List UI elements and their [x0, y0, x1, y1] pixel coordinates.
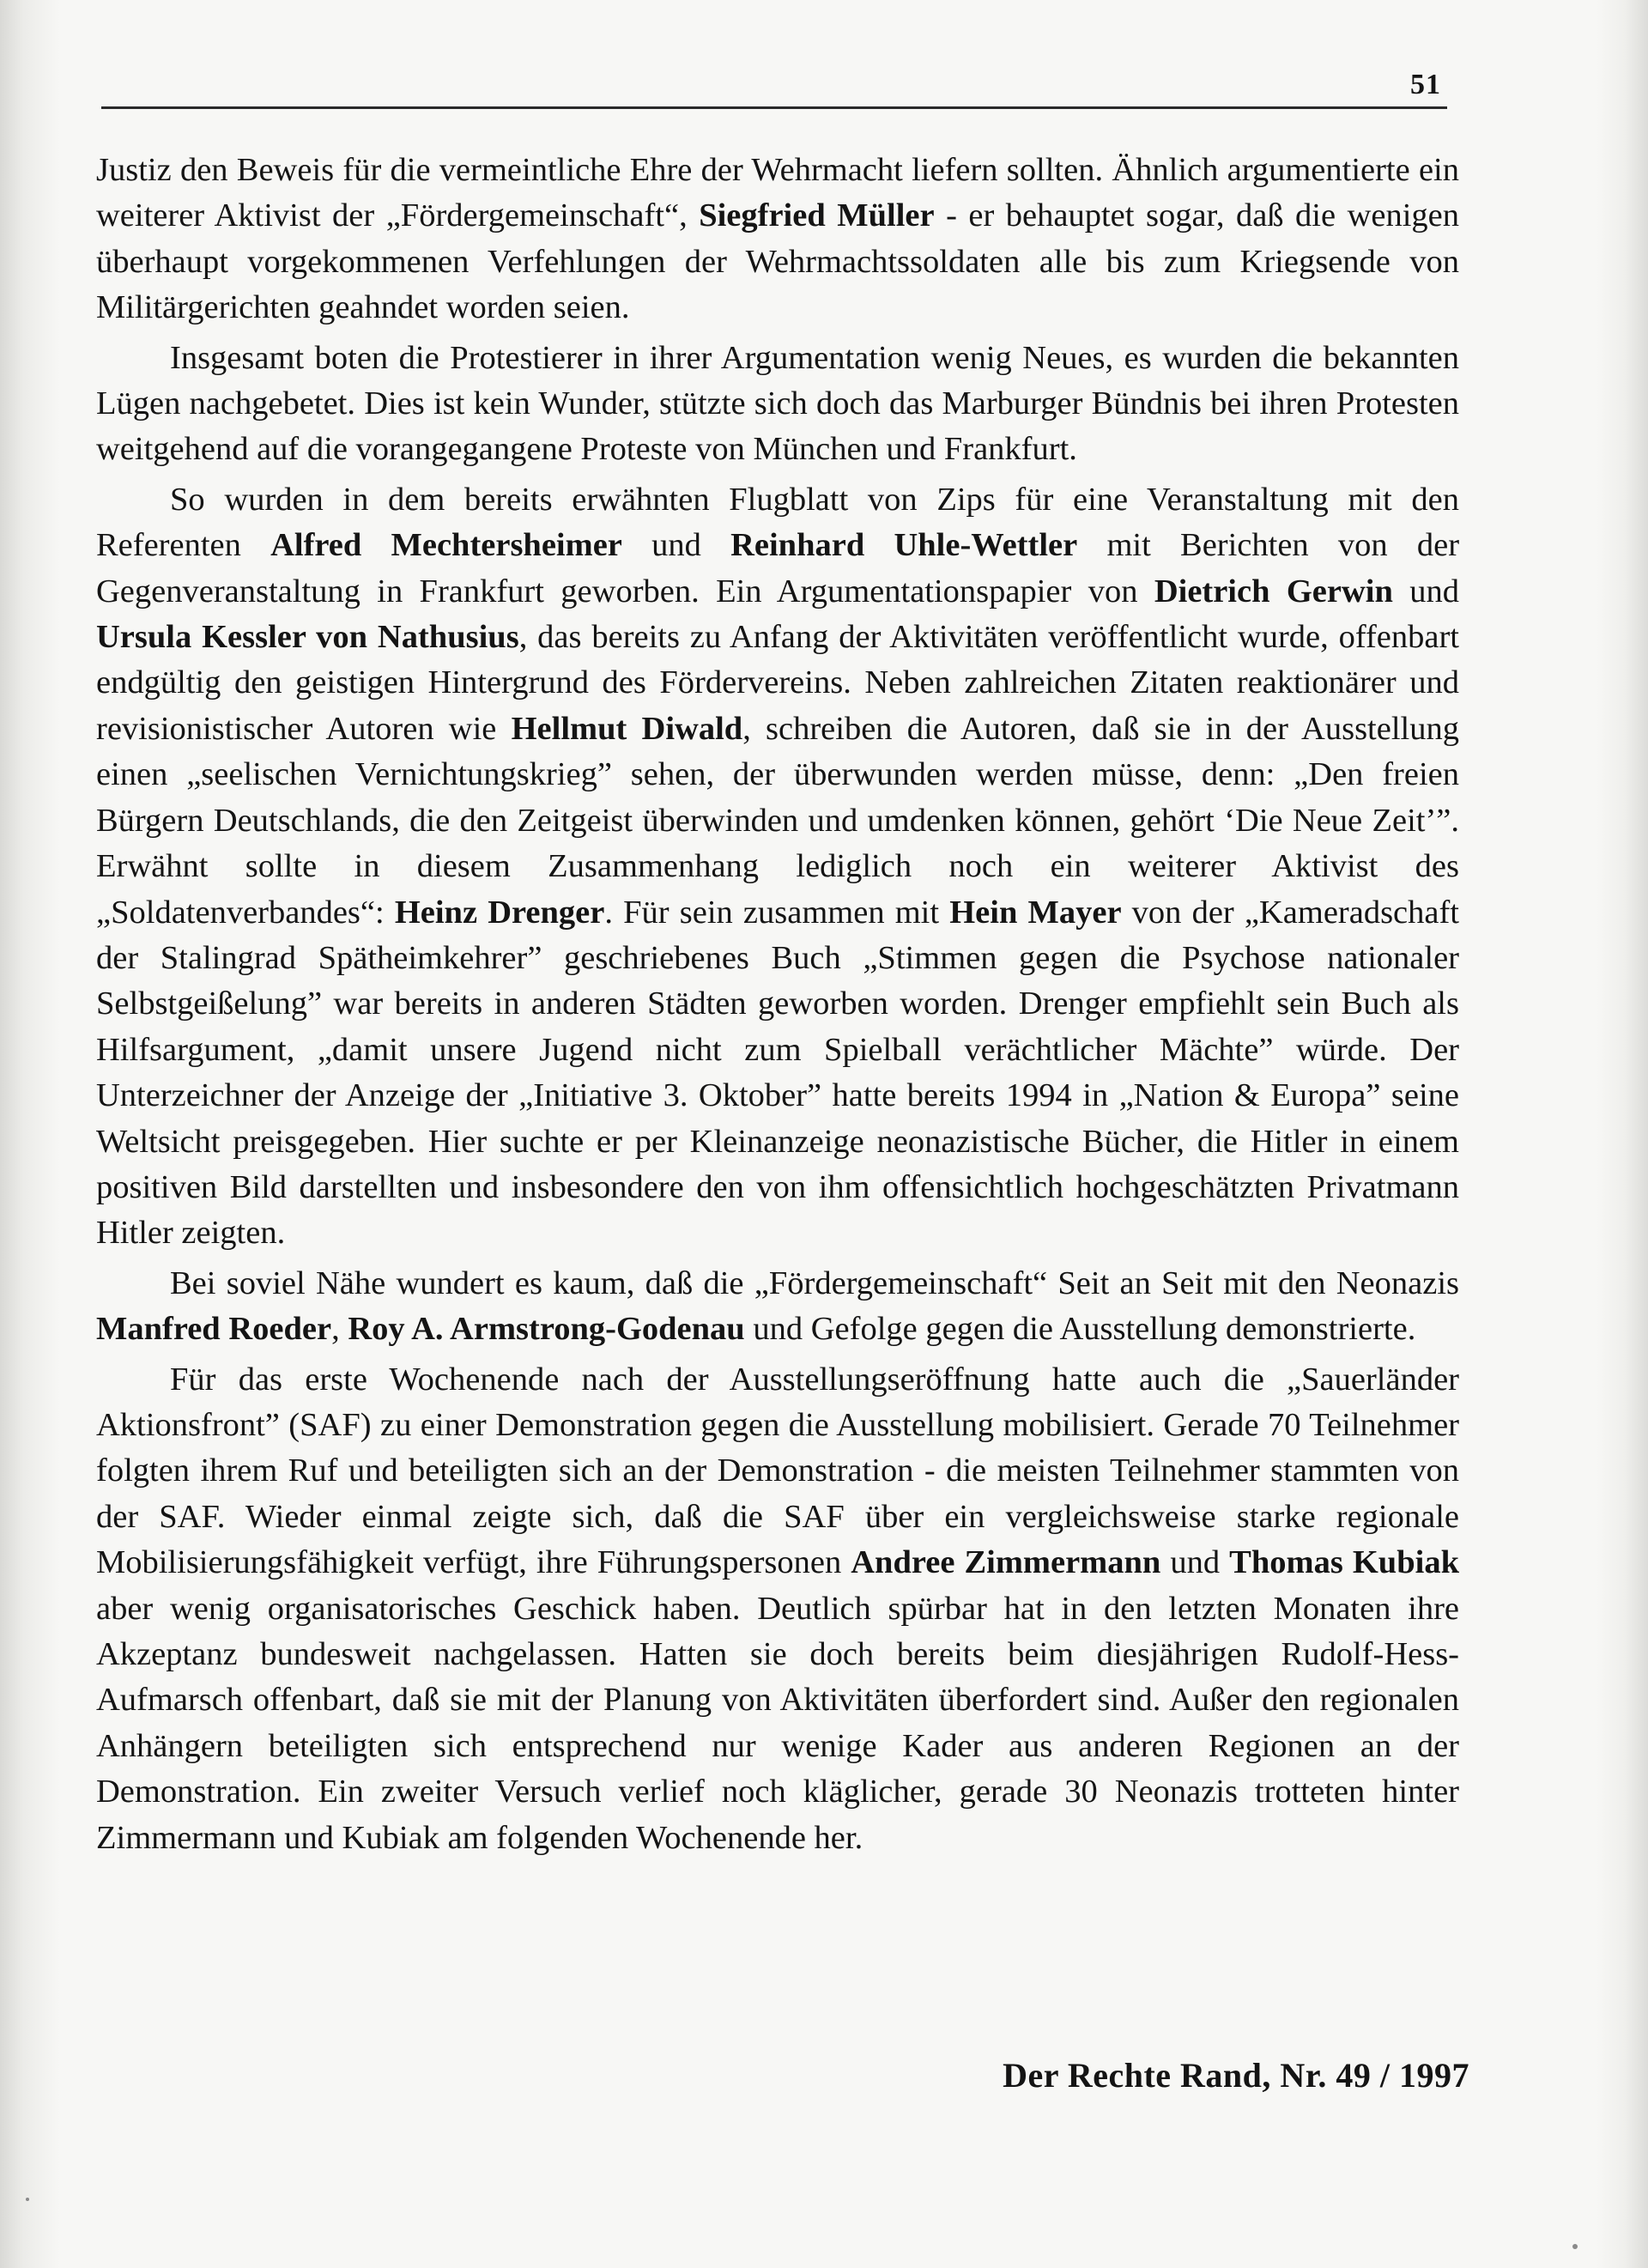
person-name: Heinz Drenger [394, 894, 605, 931]
person-name: Manfred Roeder [96, 1311, 332, 1348]
person-name: Andree Zimmermann [851, 1544, 1161, 1581]
paragraph [96, 477, 1459, 1257]
text-run: von der „Kameradschaft der Stalingrad Spätheimkehrer” geschriebenes Buch „Stimmen gegen die Psychose nationaler Selbstgeißelung” war bereits in anderen Städten geworben worden. Drenger empfiehlt sein Buch als Hilfsargument, „damit unsere Jugend nicht zum Spielball verächtlicher Mächte” würde. Der Unterzeichner der Anzeige der „Initiative 3. Oktober” hatte bereits 1994 in „Nation & Europa” seine Weltsicht preisgegeben. Hier suchte er per Kleinanzeige neonazistische Bücher, die Hitler in einem positiven Bild darstellten und insbesondere den von ihm offensichtlich hochgeschätzten Privatmann Hitler zeigten. [96, 894, 1459, 1252]
article-body [96, 148, 1459, 1865]
paragraph [96, 148, 1459, 331]
text-run: . Für sein zusammen mit [604, 894, 950, 931]
scan-edge-left [0, 0, 60, 2268]
text-run: mit Berichten von der Gegenveranstaltung in Frankfurt geworben. Ein Argumentationspapier von [96, 527, 1460, 609]
text-run: Justiz den Beweis für die vermeintliche Ehre der Wehrmacht liefern sollten. Ähnlich argumentierte ein weiterer Aktivist der „Fördergemeinschaft“, [96, 152, 1459, 234]
person-name: Hellmut Diwald [511, 710, 743, 747]
person-name: Siegfried Müller [699, 197, 935, 234]
scan-speck [26, 2198, 29, 2201]
person-name: Dietrich Gerwin [1154, 573, 1393, 609]
page-number: 51 [1410, 69, 1441, 100]
header-rule [101, 106, 1447, 109]
person-name: Alfred Mechtersheimer [270, 527, 622, 564]
person-name: Hein Mayer [949, 894, 1122, 931]
person-name: Thomas Kubiak [1229, 1544, 1459, 1581]
text-run: So wurden in dem bereits erwähnten Flugblatt von Zips für eine Veranstaltung mit den Referenten [96, 481, 1459, 564]
text-run: aber wenig organisatorisches Geschick haben. Deutlich spürbar hat in den letzten Monaten ihre Akzeptanz bundesweit nachgelassen. Hatten sie doch bereits beim diesjährigen Rudolf-Hess-Aufmarsch offenbart, daß sie mit der Planung von Aktivitäten überfordert sind. Außer den regionalen Anhängern beteiligten sich entsprechend nur wenige Kader aus anderen Regionen an der Demonstration. Ein zweiter Versuch verlief noch kläglicher, gerade 30 Neonazis trotteten hinter Zimmermann und Kubiak am folgenden Wochenende her. [96, 1590, 1459, 1856]
source-citation: Der Rechte Rand, Nr. 49 / 1997 [1003, 2056, 1469, 2095]
scan-speck [1572, 2244, 1578, 2249]
text-run: und [1392, 573, 1460, 609]
person-name: Ursula Kessler von Nathusius [96, 619, 519, 656]
scan-edge-right [1596, 0, 1648, 2268]
person-name: Roy A. Armstrong-Godenau [348, 1311, 745, 1348]
text-run: , das bereits zu Anfang der Aktivitäten veröffentlicht wurde, offenbart endgültig den geistigen Hintergrund des Fördervereins. Neben zahlreichen Zitaten reaktionärer und revisionistischer Autoren wie [96, 619, 1459, 747]
text-run: und [1160, 1544, 1230, 1581]
text-run: , schreiben die Autoren, daß sie in der Ausstellung einen „seelischen Vernichtungskrieg” sehen, der überwunden werden müsse, denn: „Den freien Bürgern Deutschlands, die den Zeitgeist überwinden und umdenken können, gehört ‘Die Neue Zeit’”. Erwähnt sollte in diesem Zusammenhang lediglich noch ein weiterer Aktivist des „Soldatenverbandes“: [96, 710, 1459, 931]
text-run: und [621, 527, 731, 564]
text-run: , [331, 1311, 348, 1348]
person-name: Reinhard Uhle-Wettler [730, 527, 1078, 564]
text-run: Insgesamt boten die Protestierer in ihrer Argumentation wenig Neues, es wurden die bekannten Lügen nachgebetet. Dies ist kein Wunder, stützte sich doch das Marburger Bündnis bei ihren Protesten weitgehend auf die vorangegangene Proteste von München und Frankfurt. [96, 339, 1459, 468]
paragraph [96, 1261, 1459, 1353]
paragraph [96, 1357, 1459, 1861]
text-run: Bei soviel Nähe wundert es kaum, daß die „Fördergemeinschaft“ Seit an Seit mit den Neonazis [170, 1264, 1459, 1301]
text-run: und Gefolge gegen die Ausstellung demonstrierte. [744, 1311, 1416, 1348]
text-run: - er behauptet sogar, daß die wenigen überhaupt vorgekommenen Verfehlungen der Wehrmachtssoldaten alle bis zum Kriegsende von Militärgerichten geahndet worden seien. [96, 197, 1459, 326]
paragraph [96, 336, 1459, 473]
text-run: Für das erste Wochenende nach der Ausstellungseröffnung hatte auch die „Sauerländer Aktionsfront” (SAF) zu einer Demonstration gegen die Ausstellung mobilisiert. Gerade 70 Teilnehmer folgten ihrem Ruf und beteiligten sich an der Demonstration - die meisten Teilnehmer stammten von der SAF. Wieder einmal zeigte sich, daß die SAF über ein vergleichsweise starke regionale Mobilisierungsfähigkeit verfügt, ihre Führungspersonen [96, 1361, 1459, 1581]
